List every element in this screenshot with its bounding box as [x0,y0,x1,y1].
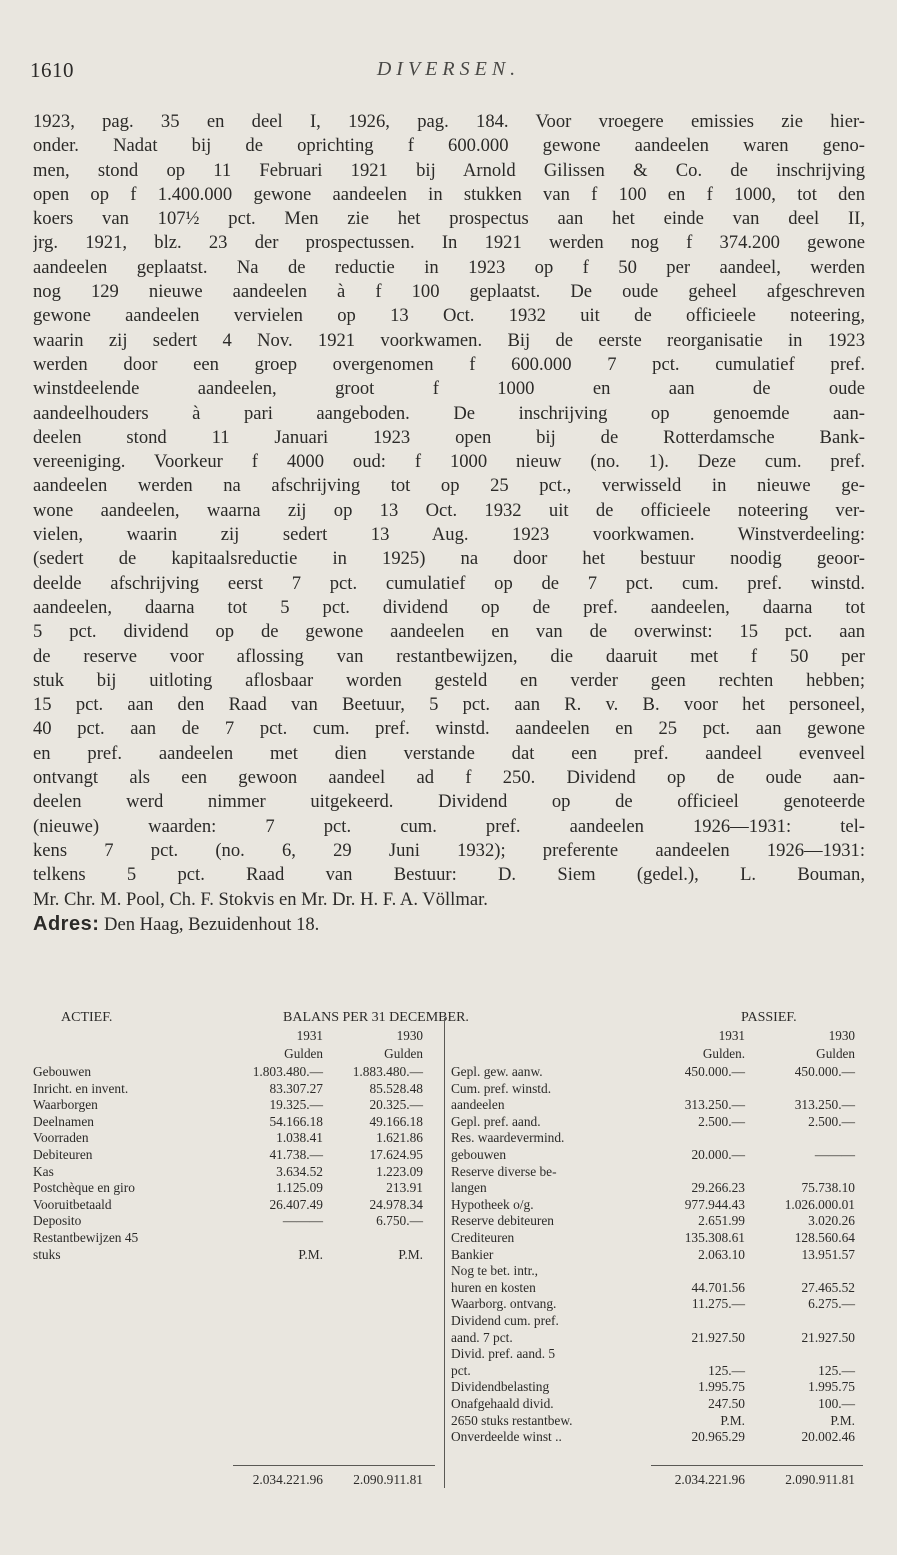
row-label: Hypotheek o/g. [451,1196,534,1212]
value-1930: 1.995.75 [808,1379,855,1395]
row-label: huren en kosten [451,1279,536,1295]
body-line: 40 pct. aan de 7 pct. cum. pref. winstd. aandeelen en 25 pct. aan gewone [33,718,865,740]
table-row [451,1081,855,1097]
table-row [33,1230,423,1246]
body-line: wone aandeelen, waarna zij op 13 Oct. 1932 uit de officieele noteering ver- [33,499,865,521]
row-label: Gepl. pref. aand. [451,1113,541,1129]
body-line: deelen stond 11 Januari 1923 open bij de Rotterdamsche Bank- [33,426,865,448]
body-line: en pref. aandeelen met dien verstande dat een pref. aandeel evenveel [33,742,865,764]
row-label: Gepl. gew. aanw. [451,1064,543,1079]
liab-unit-1931: Gulden. [702,1046,745,1061]
row-label: Deelnamen [33,1113,94,1129]
row-label: Deposito [33,1213,82,1229]
table-row [451,1114,855,1130]
body-line: 5 pct. dividend op de gewone aandeelen en van de overwinst: 15 pct. aan [33,621,865,643]
body-line: waarin zij sedert 4 Nov. 1921 voorkwamen. Bij de eerste reorganisatie in 1923 [33,329,865,351]
row-label: stuks [33,1246,61,1262]
assets-total-1931: 2.034.221.96 [252,1472,323,1487]
body-line: ontvangt als een gewoon aandeel ad f 250. Dividend op de oude aan- [33,767,865,789]
liab-year-1930: 1930 [828,1028,855,1043]
row-label: Reserve debiteuren [451,1213,554,1229]
value-1930: 6.275.— [808,1296,855,1312]
body-line: koers van 107½ pct. Men zie het prospectus aan het einde van deel II, [33,208,865,230]
body-line: gewone aandeelen vervielen op 13 Oct. 1932 uit de officieele noteering, [33,305,865,327]
balance-sheet [33,1010,865,1490]
body-line: de reserve voor aflossing van restantbewijzen, die daaruit met f 50 per [33,645,865,667]
address-label: Adres: [33,912,100,935]
value-1930: 75.738.10 [801,1180,855,1196]
row-label: Dividend cum. pref. [451,1313,559,1328]
row-label: aand. 7 pct. [451,1329,513,1345]
value-1931: 29.266.23 [691,1180,745,1196]
value-1930: 450.000.— [794,1064,855,1079]
passief-heading: PASSIEF. [741,1010,797,1025]
row-label: Inricht. en invent. [33,1080,129,1096]
value-1930: 24.978.34 [369,1196,423,1212]
row-label: aandeelen [451,1097,505,1113]
row-label: Crediteuren [451,1230,515,1245]
value-1931: 19.325.— [269,1097,323,1113]
table-row [33,1114,423,1130]
body-line: deelen werd nimmer uitgekeerd. Dividend op de officieel genoteerde [33,791,865,813]
value-1930: 85.528.48 [369,1080,423,1096]
table-row [451,1197,855,1213]
value-1931: 450.000.— [684,1064,745,1079]
value-1930: 6.750.— [376,1213,423,1229]
row-label: Vooruitbetaald [33,1196,112,1212]
value-1931: 20.000.— [691,1147,745,1162]
value-1930: 13.951.57 [801,1246,855,1262]
table-row [451,1247,855,1263]
row-label: Restantbewijzen 45 [33,1230,139,1245]
balance-title: BALANS PER 31 DECEMBER. [283,1010,469,1025]
row-label: Debiteuren [33,1147,93,1162]
liab-unit-1930: Gulden [816,1046,855,1061]
table-row [33,1130,423,1146]
table-row [451,1263,855,1279]
table-row [33,1164,423,1180]
body-line: aandeelen geplaatst. Na de reductie in 1923 op f 50 per aandeel, werden [33,256,865,278]
page-header [30,58,867,88]
value-1931: 3.634.52 [276,1163,323,1179]
assets-total-1930: 2.090.911.81 [353,1472,423,1487]
row-label: Gebouwen [33,1064,92,1079]
body-line: aandeelen, daarna tot 5 pct. dividend op de pref. aandeelen, daarna tot [33,596,865,618]
value-1930: 313.250.— [794,1097,855,1113]
table-row [451,1330,855,1346]
column-divider [444,1018,445,1488]
table-row [451,1230,855,1246]
body-line: (nieuwe) waarden: 7 pct. cum. pref. aandeelen 1926—1931: tel- [33,815,865,837]
body-line: stuk bij uitloting aflosbaar worden gesteld en verder geen rechten hebben; [33,669,865,691]
assets-year-1930: 1930 [396,1028,423,1043]
value-1931: ——— [282,1213,323,1229]
value-1930: 128.560.64 [794,1230,855,1245]
address-value: Den Haag, Bezuidenhout 18. [104,913,320,935]
value-1931: P.M. [298,1246,323,1262]
body-line: werden door een groep overgenomen f 600.000 7 pct. cumulatief pref. [33,353,865,375]
value-1930: 1.223.09 [376,1163,423,1179]
value-1931: 977.944.43 [684,1196,745,1212]
body-line: (sedert de kapitaalsreductie in 1925) na door het bestuur noodig geoor- [33,548,865,570]
liab-year-1931: 1931 [718,1028,745,1043]
body-line: men, stond op 11 Februari 1921 bij Arnold Gilissen & Co. de inschrijving [33,159,865,181]
body-line: vielen, waarin zij sedert 13 Aug. 1923 voorkwamen. Winstverdeeling: [33,524,865,546]
assets-year-1931: 1931 [296,1028,323,1043]
table-row [33,1180,423,1196]
table-row [33,1213,423,1229]
value-1930: ——— [814,1147,855,1162]
row-label: Divid. pref. aand. 5 [451,1346,556,1362]
value-1931: 54.166.18 [269,1113,323,1129]
table-row [451,1213,855,1229]
table-row [451,1346,855,1362]
table-row [451,1147,855,1163]
value-1931: 20.965.29 [691,1429,745,1445]
table-row [451,1313,855,1329]
table-row [33,1081,423,1097]
table-row [33,1064,423,1080]
body-line: jrg. 1921, blz. 23 der prospectussen. In 1921 werden nog f 374.200 gewone [33,232,865,254]
value-1931: 1.803.480.— [252,1064,323,1079]
row-label: Voorraden [33,1130,89,1146]
value-1931: 247.50 [708,1396,745,1411]
body-line: vereeniging. Voorkeur f 4000 oud: f 1000 nieuw (no. 1). Deze cum. pref. [33,451,865,473]
value-1931: 1.125.09 [276,1180,323,1196]
table-row [451,1164,855,1180]
value-1931: 2.063.10 [698,1246,745,1262]
value-1930: 1.883.480.— [352,1064,423,1079]
value-1931: 313.250.— [684,1097,745,1113]
row-label: Reserve diverse be- [451,1163,557,1179]
row-label: Dividendbelasting [451,1379,550,1395]
value-1931: 11.275.— [691,1296,745,1312]
row-label: Waarborgen [33,1097,98,1113]
table-row [451,1413,855,1429]
value-1931: 26.407.49 [269,1196,323,1212]
body-line: deelde afschrijving eerst 7 pct. cumulatief op de 7 pct. cum. pref. winstd. [33,572,865,594]
value-1930: P.M. [830,1412,855,1428]
body-line: aandeelhouders à pari aangeboden. De inschrijving op genoemde aan- [33,402,865,424]
value-1930: 125.— [818,1362,855,1378]
row-label: Res. waardevermind. [451,1130,565,1146]
row-label: Onverdeelde winst .. [451,1429,562,1445]
body-line: 15 pct. aan den Raad van Beetuur, 5 pct. aan R. v. B. voor het personeel, [33,694,865,716]
value-1930: P.M. [398,1246,423,1262]
value-1930: 20.002.46 [801,1429,855,1445]
value-1931: 135.308.61 [684,1230,745,1245]
value-1931: 44.701.56 [691,1279,745,1295]
table-row [33,1197,423,1213]
actief-heading: ACTIEF. [61,1010,113,1025]
running-title: DIVERSEN. [376,58,521,80]
body-paragraph [33,110,865,937]
table-row [451,1130,855,1146]
value-1930: 17.624.95 [369,1147,423,1162]
liabilities-total-1931: 2.034.221.96 [674,1472,745,1487]
value-1930: 1.621.86 [376,1130,423,1146]
value-1931: 2.651.99 [698,1213,745,1229]
row-label: Waarborg. ontvang. [451,1296,557,1312]
value-1930: 213.91 [386,1180,423,1196]
address-line [33,912,865,937]
body-line: kens 7 pct. (no. 6, 29 Juni 1932); preferente aandeelen 1926—1931: [33,839,865,861]
row-label: Kas [33,1163,54,1179]
row-label: 2650 stuks restantbew. [451,1412,573,1428]
value-1930: 1.026.000.01 [784,1196,855,1212]
assets-unit-1930: Gulden [384,1046,423,1061]
table-row [451,1064,855,1080]
value-1930: 2.500.— [808,1113,855,1129]
table-row [451,1396,855,1412]
value-1931: 125.— [708,1362,745,1378]
value-1930: 27.465.52 [801,1279,855,1295]
liabilities-total-1930: 2.090.911.81 [785,1472,855,1487]
body-line: Mr. Chr. M. Pool, Ch. F. Stokvis en Mr. Dr. H. F. A. Völlmar. [33,888,488,910]
assets-unit-1931: Gulden [284,1046,323,1061]
row-label: pct. [451,1362,471,1378]
body-line: 1923, pag. 35 en deel I, 1926, pag. 184. Voor vroegere emissies zie hier- [33,111,865,132]
row-label: Cum. pref. winstd. [451,1080,552,1096]
table-row [33,1147,423,1163]
row-label: gebouwen [451,1147,507,1162]
value-1930: 3.020.26 [808,1213,855,1229]
body-line: winstdeelende aandeelen, groot f 1000 en aan de oude [33,378,865,400]
body-line: open op f 1.400.000 gewone aandeelen in stukken van f 100 en f 1000, tot den [33,183,865,205]
table-row [451,1180,855,1196]
table-row [451,1280,855,1296]
value-1930: 100.— [818,1396,855,1411]
body-line: aandeelen werden na afschrijving tot op 25 pct., verwisseld in nieuwe ge- [33,475,865,497]
row-label: Bankier [451,1246,494,1262]
row-label: Nog te bet. intr., [451,1263,539,1279]
liabilities-total-rule [651,1465,863,1466]
assets-total-rule [233,1465,435,1466]
value-1931: 21.927.50 [691,1329,745,1345]
value-1931: 2.500.— [698,1113,745,1129]
body-line: nog 129 nieuwe aandeelen à f 100 geplaatst. De oude geheel afgeschreven [33,281,865,303]
page-number: 1610 [30,58,74,82]
value-1930: 20.325.— [369,1097,423,1113]
table-row [33,1247,423,1263]
body-line: telkens 5 pct. Raad van Bestuur: D. Siem (gedel.), L. Bouman, [33,864,865,886]
body-line: onder. Nadat bij de oprichting f 600.000 gewone aandeelen waren geno- [33,135,865,157]
value-1930: 21.927.50 [801,1329,855,1345]
table-row [451,1097,855,1113]
table-row [451,1296,855,1312]
value-1931: 83.307.27 [269,1080,323,1096]
value-1931: 1.038.41 [276,1130,323,1146]
table-row [451,1429,855,1445]
row-label: Onafgehaald divid. [451,1396,554,1411]
value-1931: P.M. [720,1412,745,1428]
value-1931: 41.738.— [269,1147,323,1162]
table-row [33,1097,423,1113]
value-1930: 49.166.18 [369,1113,423,1129]
row-label: Postchèque en giro [33,1180,135,1196]
table-row [451,1379,855,1395]
table-row [451,1363,855,1379]
row-label: langen [451,1180,487,1196]
value-1931: 1.995.75 [698,1379,745,1395]
